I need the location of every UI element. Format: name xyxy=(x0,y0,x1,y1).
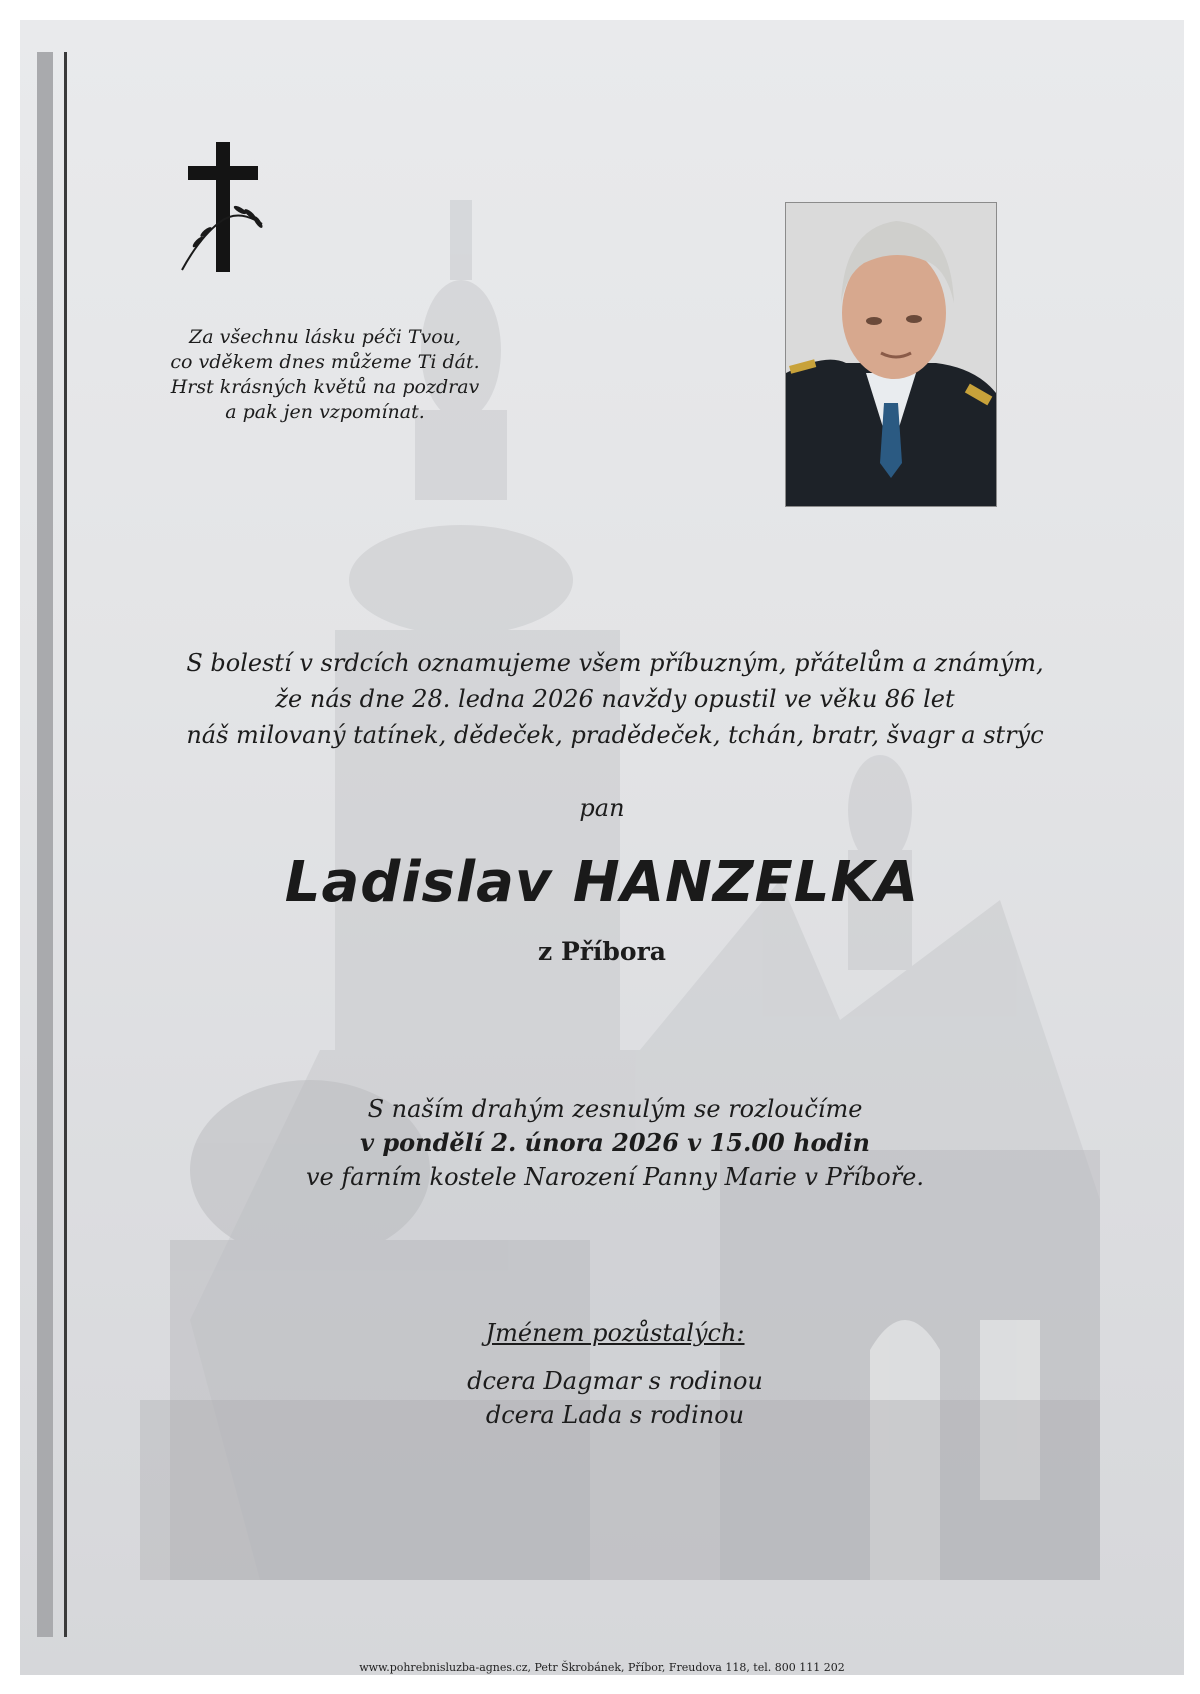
mourner-name: dcera Lada s rodinou xyxy=(485,1401,745,1429)
honorific: pan xyxy=(579,794,625,822)
deceased-origin: z Příbora xyxy=(538,937,666,966)
poem-line: Hrst krásných květů na pozdrav xyxy=(170,376,480,398)
funeral-date-time: v pondělí 2. února 2026 v 15.00 hodin xyxy=(360,1128,870,1157)
cross-with-palm-icon xyxy=(180,142,280,292)
poem-line: co vděkem dnes můžeme Ti dát. xyxy=(170,351,480,373)
funeral-service-footer: www.pohrebnisluzba-agnes.cz, Petr Škrobánek, Příbor, Freudova 118, tel. 800 111 202 xyxy=(359,1661,845,1674)
announcement-line: S bolestí v srdcích oznamujeme všem příbuzným, přátelům a známým, xyxy=(186,649,1044,677)
death-announcement xyxy=(120,645,1110,753)
poem-line: a pak jen vzpomínat. xyxy=(225,401,425,423)
funeral-line: S naším drahým zesnulým se rozloučíme xyxy=(367,1095,863,1123)
mourner-name: dcera Dagmar s rodinou xyxy=(467,1367,763,1395)
announcement-line: náš milovaný tatínek, dědeček, pradědeček, tchán, bratr, švagr a strýc xyxy=(186,721,1044,749)
mourners-block xyxy=(120,1316,1110,1432)
funeral-info xyxy=(120,1092,1110,1194)
announcement-line: že nás dne 28. ledna 2026 navždy opustil ve věku 86 let xyxy=(275,685,955,713)
left-border-line xyxy=(64,52,67,1637)
left-border-bar xyxy=(37,52,53,1637)
memorial-poem xyxy=(160,325,490,425)
deceased-name: Ladislav HANZELKA xyxy=(284,850,920,915)
obituary-sheet xyxy=(20,20,1184,1675)
mourners-heading: Jménem pozůstalých: xyxy=(485,1319,745,1347)
funeral-location: ve farním kostele Narození Panny Marie v Příboře. xyxy=(305,1163,925,1191)
poem-line: Za všechnu lásku péči Tvou, xyxy=(189,326,461,348)
portrait-photo xyxy=(785,202,997,507)
